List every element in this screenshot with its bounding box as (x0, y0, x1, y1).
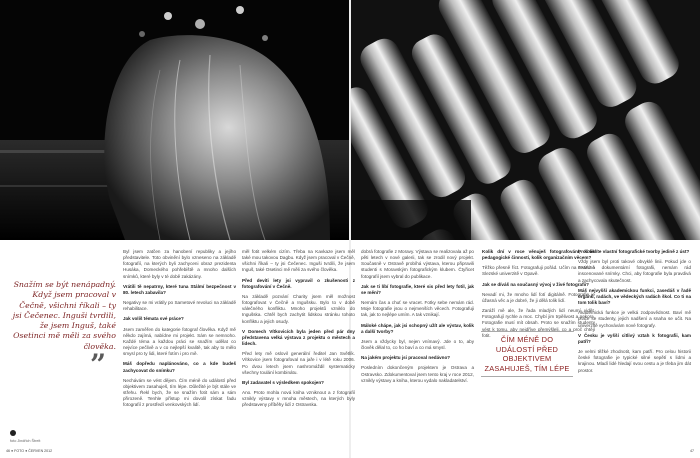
photo-woman-back (0, 0, 349, 240)
article-paragraph: Je velmi těžké zhodnotit, kam patří. Pro celou historii české fotografie je typické silné sepětí s lidmi a krajinou. Mladí lidé hledají svou cestu a je třeba jim dát prostor. (578, 349, 691, 373)
article-paragraph: Jsem zaměřen do kategorie fotograf člověka. Když mě někdo zajímá, nabídne mi projekt. Sám se nemnoho. Každé téma a každou práci se snažím udělat co nejvíce pečlivě a v co nejlepší kvalitě, tak aby to mělo smysl pro ty lidi, které fotím i pro mě. (123, 326, 236, 357)
credit-badge-icon (10, 430, 16, 436)
photo-credit-text: foto Jindřich Štreit (10, 439, 41, 443)
article-paragraph: měl fotit velkém cizím. Třeba na Kavkaze jsem měl také mou takovou Dagbu. Když jsem pracoval v Čečně, všichni říkali – ty jsi Čečenec. Inguši tvrdili, že jsem Inguš, také Osetinci mě měli za svého člověka. (242, 249, 355, 273)
article-paragraph: Zaráží mě ale, že řada mladých lidí neumí vidět. Fotografují rychle a moc. Chybí jim trpělivost a pokora. Fotografie musí mít obsah. Proto se snažím studenty vést k tomu, aby nejdříve přemýšleli, co a proč chtějí fotit. (482, 308, 595, 338)
photo-woman-back-image (0, 0, 349, 240)
interview-question: Jak se ti líbí fotografie, které sis před lety fotil, jak se mění? (361, 283, 474, 295)
photo-credit (10, 430, 40, 443)
article-paragraph: Nevadí mi, že mnoho lidí fotí digitálně. Fotografie je úžasná věc a je dobré, že ji dělá tolik lidí. (482, 291, 595, 303)
interview-question: Máš dopředu naplánováno, co a kde budeš zachycovat do snímku? (123, 361, 236, 373)
article-paragraph: Těžko přesně říct. Fotografuji pořád. Učím na FAMU a Slezské univerzitě v Opavě. (482, 265, 595, 277)
article-paragraph: Posledním dokončeným projektem je Ostrava a Ostravsko. Zdokumentoval jsem tento kraj v roce 2012, vznikly výstavy a kniha, kterou vydalo nakladatelství. (361, 365, 474, 383)
text-column-5 (578, 249, 691, 378)
interview-question: V Česku je vyšší citlivý vztah k fotografii, kam patří? (578, 332, 691, 344)
article-paragraph: Negativy se mi vrátily po Sametové revoluci na základě rehabilitace. (123, 300, 236, 312)
pull-quote: Snažím se být nenápadný. Když jsem pracoval v Čečně, všichni říkali – ty jsi Čečenec. Inguši tvrdili, že jsem Inguš, také Osetinci mě měli za svého člověka. (12, 280, 116, 351)
folio-left: 46 ● FOTO ● ČERVEN 2012 (6, 449, 53, 453)
photo-bottles-image (351, 0, 700, 240)
interview-question: Proč volíte vlastní fotografické tvorby jedině z úst? (578, 249, 690, 254)
interview-question: Vrátili tě nepatrny, které tuna Stálmí bezpečnost v 80. letech zabavila? (123, 283, 236, 295)
article-paragraph: Ano. Proto mohla nová kniha vzniknout a z fotografií vznikly výstavy v mnoha městech, na kterých byly představeny příběhy lidí z Ostravska. (242, 389, 355, 408)
text-column-1 (123, 249, 236, 412)
article-paragraph: Byl jsem zatčen za hanobení republiky a jejího představitele. Toto obvinění bylo vzneseno na základě fotografií, na kterých byli zachyceni obraz prezidenta Husáka, Domeckého pohřebiště a mnoho dalších snímků, které byly v té době zakázány. (123, 249, 236, 279)
article-paragraph: Nemám čas a chuť se vracet. Fotky sebe nemám rád. Moje fotografie jsou o nejmenších věcech. Fotografuji tak, jak to nejlépe umím. A tak vznikají. (361, 300, 474, 318)
folio-right: 47 (690, 449, 694, 453)
interview-question: Máš nejvyšší akademickou funkci, zasedáš v řadě orgánů, radách, ve vědeckých radách škol. Co ti na tom tolik baví? (578, 287, 691, 306)
interview-question: V Domech Vítkovicích byla jeden před pár dny představena velká výstava z projektu o městech a lidech. (242, 328, 355, 347)
article-paragraph: Před lety mě oslovil generální ředitel Jan Světlík. Vítkovice jsem fotografoval na jaře i v létě roku 2006. Po dvou letech jsem nashromáždil systematicky všechny toulání kombinátu. (242, 351, 355, 375)
article-paragraph: Jsem a vždycky byl, nejen vnímavý. Jde o to, aby člověk dělal to, co ho baví a co má smysl. (361, 338, 474, 351)
highlight-quote: ČÍM MÉNĚ DO UDÁLOSTÍ PŘED OBJEKTIVEM ZASAHUJEŠ, TÍM LÉPE (481, 331, 573, 377)
interview-question: Jak volíš témata své práce? (123, 316, 184, 322)
photo-bottles (351, 0, 700, 240)
article-paragraph: Vždy jsem byl proti takové obvyklé linii. Pokud jde o sociálně dokumentární fotografii, nemám rád inscenované snímky. Chci, aby fotografie byla pravdivá a zachycovala skutečnost. (578, 259, 691, 283)
article-paragraph: dobrá fotografie z Moravy. Výstava se realizovala až po pěti letech v nové galerii, tak se zrodil nový projekt. Současně v Ostravě probíhá výstava, kterou připravili studenti s Moravským fotografickým klubem. Čtyřicet fotografií jsem vybral do publikace. (361, 249, 474, 279)
text-column-3 (361, 249, 474, 388)
article-paragraph: Akademická funkce je velká zodpovědnost. Baví mě práce se studenty, jejich nadšení a snaha se učit. Na univerzitě vychovávám nové fotografy. (578, 310, 691, 328)
interview-question: Před devíti lety jsi vypravil o zkušenosti z fotografování v Čečně. (242, 277, 355, 289)
interview-question: Jak se díváš na současný vývoj v živé fotografii? (482, 281, 589, 287)
article-paragraph: Na základě pozvání Charity jsem měl možnost fotografovat v Čečně a Ingušsku. Bylo to v době válečného konfliktu. Mnoho projektů vzniklo do Ingušska. Chtěl bych zachytit lidskou stránku tohoto konfliktu a jejich osudy. (242, 293, 355, 324)
article-paragraph: Nechávám se vést dějem. Čím méně do událostí před objektivem zasahuješ, tím lépe. Důležité je být stále ve střehu. Řekl bych, že se snažím fotit sám a sám přirozeně. Tenhle přístup mi dovolil získat řadu fotografií z prostředí venkovských lidí. (123, 377, 236, 408)
quote-mark: ” (90, 348, 107, 381)
interview-question: Máloké chápe, jak jsi schopný užít ale výstav, kolik a další tvorby? (361, 322, 474, 334)
interview-question: Kolik dní v roce věnuješ fotografování, kolik pedagogické činnosti, kolik organizačním věcem? (482, 249, 595, 261)
text-column-2 (242, 249, 355, 412)
interview-question: Na jakém projektu jsi pracoval nedávno? (361, 355, 451, 361)
interview-question: Byl zadavatel s výsledkem spokojen? (242, 379, 324, 385)
